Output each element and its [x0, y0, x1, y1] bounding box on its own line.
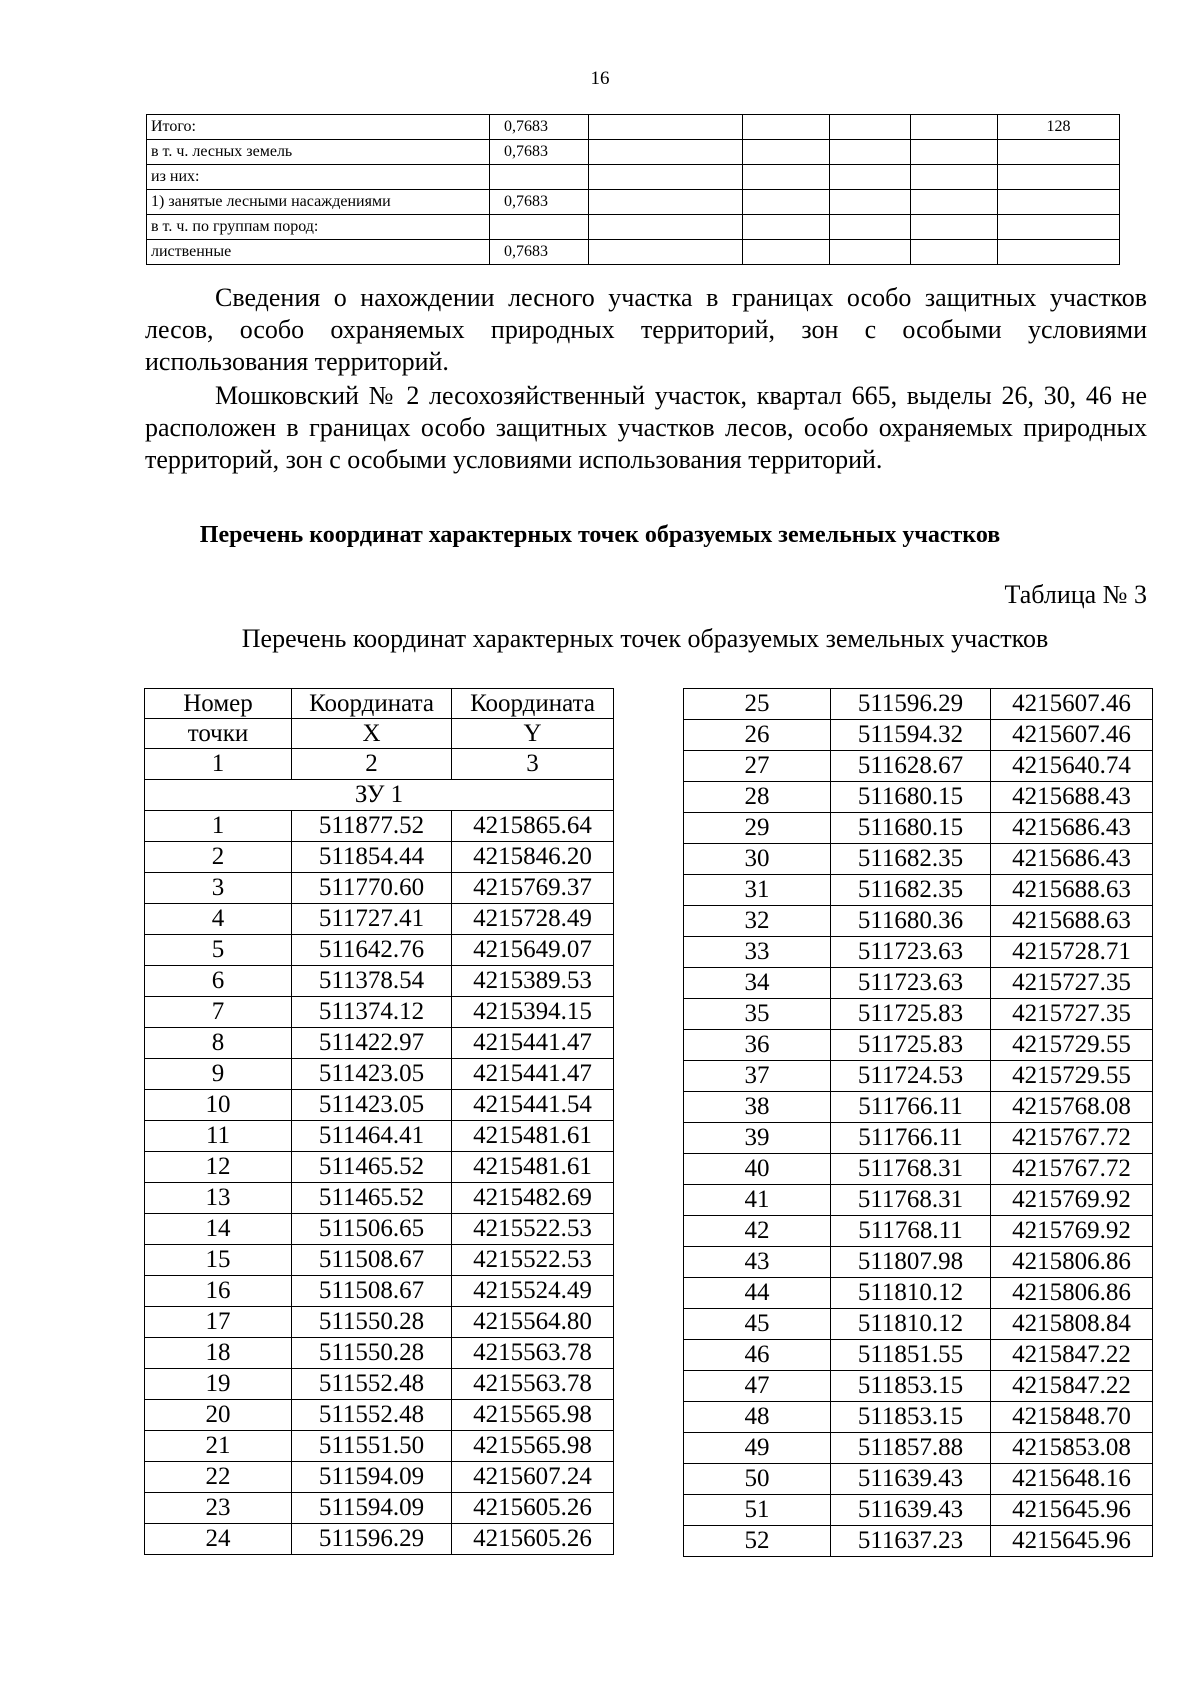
coordinate-row — [145, 1524, 614, 1555]
coord-x: 511550.28 — [292, 1338, 452, 1369]
coordinate-row — [684, 1278, 1153, 1309]
coordinate-row — [145, 1338, 614, 1369]
summary-row — [147, 165, 1120, 190]
coordinate-row — [684, 1309, 1153, 1340]
numbering-row — [145, 749, 614, 780]
coord-x: 511851.55 — [831, 1340, 991, 1371]
summary-last-value — [998, 215, 1120, 240]
summary-empty-cell — [830, 165, 911, 190]
coordinate-row — [145, 1214, 614, 1245]
coordinate-row — [684, 1061, 1153, 1092]
point-number: 38 — [684, 1092, 831, 1123]
coord-x: 511725.83 — [831, 999, 991, 1030]
coordinate-row — [684, 1154, 1153, 1185]
coord-x: 511639.43 — [831, 1464, 991, 1495]
summary-row — [147, 190, 1120, 215]
coord-y: 4215441.47 — [452, 1028, 614, 1059]
summary-empty-cell — [589, 140, 743, 165]
coord-x: 511768.31 — [831, 1185, 991, 1216]
coord-y: 4215649.07 — [452, 935, 614, 966]
coordinate-row — [684, 1185, 1153, 1216]
point-number: 36 — [684, 1030, 831, 1061]
point-number: 42 — [684, 1216, 831, 1247]
coord-x: 511854.44 — [292, 842, 452, 873]
coord-y: 4215727.35 — [991, 999, 1153, 1030]
coordinate-row — [145, 1369, 614, 1400]
point-number: 4 — [145, 904, 292, 935]
coord-x: 511508.67 — [292, 1276, 452, 1307]
summary-empty-cell — [830, 190, 911, 215]
point-number: 32 — [684, 906, 831, 937]
point-number: 49 — [684, 1433, 831, 1464]
coordinate-row — [145, 1028, 614, 1059]
coordinate-row — [145, 904, 614, 935]
point-number: 15 — [145, 1245, 292, 1276]
point-number: 27 — [684, 751, 831, 782]
summary-last-value — [998, 240, 1120, 265]
point-number: 14 — [145, 1214, 292, 1245]
summary-empty-cell — [743, 190, 830, 215]
coord-y: 4215686.43 — [991, 844, 1153, 875]
coord-x: 511682.35 — [831, 875, 991, 906]
coord-y: 4215394.15 — [452, 997, 614, 1028]
point-number: 45 — [684, 1309, 831, 1340]
coordinate-row — [684, 689, 1153, 720]
summary-empty-cell — [911, 215, 998, 240]
coordinate-row — [145, 1059, 614, 1090]
point-number: 25 — [684, 689, 831, 720]
coord-y: 4215865.64 — [452, 811, 614, 842]
point-number: 5 — [145, 935, 292, 966]
coord-y: 4215729.55 — [991, 1061, 1153, 1092]
coord-y: 4215564.80 — [452, 1307, 614, 1338]
point-number: 13 — [145, 1183, 292, 1214]
coordinate-row — [684, 875, 1153, 906]
coordinate-row — [684, 968, 1153, 999]
summary-area-value: 0,7683 — [490, 190, 589, 215]
coordinate-row — [684, 937, 1153, 968]
coordinate-row — [145, 1307, 614, 1338]
summary-empty-cell — [743, 140, 830, 165]
coordinate-row — [684, 906, 1153, 937]
table-number-label: Таблица № 3 — [1004, 580, 1147, 609]
coord-y: 4215607.46 — [991, 720, 1153, 751]
coordinate-row — [684, 751, 1153, 782]
point-number: 28 — [684, 782, 831, 813]
summary-empty-cell — [830, 140, 911, 165]
point-number: 2 — [145, 842, 292, 873]
coord-y: 4215769.37 — [452, 873, 614, 904]
coordinate-row — [145, 1245, 614, 1276]
summary-row — [147, 115, 1120, 140]
coordinate-row — [684, 999, 1153, 1030]
coord-x: 511465.52 — [292, 1152, 452, 1183]
coord-y: 4215441.47 — [452, 1059, 614, 1090]
header-coord-x-2: X — [292, 719, 452, 749]
section-heading: Перечень координат характерных точек образуемых земельных участков — [199, 522, 1001, 548]
coordinate-row — [145, 1431, 614, 1462]
coord-x: 511853.15 — [831, 1402, 991, 1433]
summary-label: из них: — [147, 165, 490, 190]
coord-x: 511378.54 — [292, 966, 452, 997]
coordinate-row — [145, 1183, 614, 1214]
coord-y: 4215847.22 — [991, 1371, 1153, 1402]
numbering-cell: 3 — [452, 749, 614, 780]
coord-x: 511637.23 — [831, 1526, 991, 1557]
point-number: 11 — [145, 1121, 292, 1152]
coord-x: 511552.48 — [292, 1369, 452, 1400]
paragraph-protected-areas — [145, 282, 1147, 378]
summary-label: Итого: — [147, 115, 490, 140]
coord-y: 4215605.26 — [452, 1524, 614, 1555]
coord-y: 4215563.78 — [452, 1338, 614, 1369]
summary-empty-cell — [830, 115, 911, 140]
point-number: 21 — [145, 1431, 292, 1462]
coordinate-row — [145, 811, 614, 842]
coordinate-row — [145, 1090, 614, 1121]
coord-y: 4215728.49 — [452, 904, 614, 935]
summary-area-value: 0,7683 — [490, 140, 589, 165]
point-number: 7 — [145, 997, 292, 1028]
summary-empty-cell — [743, 240, 830, 265]
point-number: 39 — [684, 1123, 831, 1154]
coord-y: 4215848.70 — [991, 1402, 1153, 1433]
point-number: 19 — [145, 1369, 292, 1400]
coord-x: 511857.88 — [831, 1433, 991, 1464]
coord-y: 4215808.84 — [991, 1309, 1153, 1340]
coord-y: 4215688.63 — [991, 875, 1153, 906]
coord-x: 511768.31 — [831, 1154, 991, 1185]
point-number: 8 — [145, 1028, 292, 1059]
summary-area-value: 0,7683 — [490, 240, 589, 265]
paragraph-text: Мошковский № 2 лесохозяйственный участок, квартал 665, выделы 26, 30, 46 не расположен в границах особо защитных участков лесов, особо охраняемых природных территорий, зон с особыми условиями использования территорий. — [145, 381, 1147, 474]
summary-empty-cell — [589, 240, 743, 265]
coordinate-row — [145, 873, 614, 904]
coord-x: 511680.36 — [831, 906, 991, 937]
coord-x: 511422.97 — [292, 1028, 452, 1059]
coord-y: 4215769.92 — [991, 1185, 1153, 1216]
coord-y: 4215522.53 — [452, 1214, 614, 1245]
point-number: 52 — [684, 1526, 831, 1557]
numbering-cell: 2 — [292, 749, 452, 780]
summary-label: в т. ч. по группам пород: — [147, 215, 490, 240]
point-number: 50 — [684, 1464, 831, 1495]
header-row-2 — [145, 719, 614, 749]
coord-x: 511810.12 — [831, 1278, 991, 1309]
summary-empty-cell — [830, 240, 911, 265]
summary-area-value: 0,7683 — [490, 115, 589, 140]
coordinate-row — [145, 935, 614, 966]
coord-y: 4215522.53 — [452, 1245, 614, 1276]
summary-label: 1) занятые лесными насаждениями — [147, 190, 490, 215]
coord-x: 511810.12 — [831, 1309, 991, 1340]
header-coord-x: Координата — [292, 689, 452, 719]
table-caption: Перечень координат характерных точек образуемых земельных участков — [241, 624, 1049, 653]
summary-table — [146, 114, 1120, 265]
summary-row — [147, 215, 1120, 240]
coord-y: 4215607.24 — [452, 1462, 614, 1493]
coordinate-row — [684, 1092, 1153, 1123]
point-number: 48 — [684, 1402, 831, 1433]
coord-x: 511768.11 — [831, 1216, 991, 1247]
coord-x: 511550.28 — [292, 1307, 452, 1338]
coordinate-row — [684, 1123, 1153, 1154]
header-coord-y-2: Y — [452, 719, 614, 749]
coord-y: 4215688.43 — [991, 782, 1153, 813]
point-number: 18 — [145, 1338, 292, 1369]
coord-x: 511596.29 — [292, 1524, 452, 1555]
coord-y: 4215846.20 — [452, 842, 614, 873]
paragraph-location — [145, 380, 1147, 476]
coord-x: 511853.15 — [831, 1371, 991, 1402]
point-number: 31 — [684, 875, 831, 906]
coord-x: 511680.15 — [831, 782, 991, 813]
coordinate-row — [684, 1371, 1153, 1402]
coord-x: 511724.53 — [831, 1061, 991, 1092]
coord-x: 511723.63 — [831, 968, 991, 999]
coordinate-row — [145, 1276, 614, 1307]
coordinate-row — [684, 1433, 1153, 1464]
point-number: 26 — [684, 720, 831, 751]
point-number: 33 — [684, 937, 831, 968]
coordinate-row — [684, 1216, 1153, 1247]
point-number: 20 — [145, 1400, 292, 1431]
summary-last-value: 128 — [998, 115, 1120, 140]
coord-y: 4215853.08 — [991, 1433, 1153, 1464]
coord-y: 4215441.54 — [452, 1090, 614, 1121]
coordinate-row — [684, 782, 1153, 813]
coord-y: 4215847.22 — [991, 1340, 1153, 1371]
coord-y: 4215767.72 — [991, 1123, 1153, 1154]
coord-x: 511423.05 — [292, 1090, 452, 1121]
coordinate-row — [145, 1121, 614, 1152]
coord-x: 511508.67 — [292, 1245, 452, 1276]
summary-empty-cell — [830, 215, 911, 240]
coordinate-row — [684, 1526, 1153, 1557]
point-number: 1 — [145, 811, 292, 842]
coord-y: 4215645.96 — [991, 1526, 1153, 1557]
coordinate-row — [684, 844, 1153, 875]
coord-x: 511725.83 — [831, 1030, 991, 1061]
coord-x: 511465.52 — [292, 1183, 452, 1214]
coord-y: 4215481.61 — [452, 1152, 614, 1183]
coord-x: 511642.76 — [292, 935, 452, 966]
coordinate-row — [145, 1400, 614, 1431]
page-number: 16 — [590, 68, 610, 89]
coord-x: 511552.48 — [292, 1400, 452, 1431]
header-coord-y: Координата — [452, 689, 614, 719]
point-number: 29 — [684, 813, 831, 844]
coord-y: 4215769.92 — [991, 1216, 1153, 1247]
point-number: 44 — [684, 1278, 831, 1309]
coordinate-row — [145, 842, 614, 873]
summary-area-value — [490, 215, 589, 240]
summary-label: в т. ч. лесных земель — [147, 140, 490, 165]
summary-empty-cell — [743, 115, 830, 140]
coord-x: 511766.11 — [831, 1123, 991, 1154]
coordinate-row — [684, 720, 1153, 751]
coord-y: 4215768.08 — [991, 1092, 1153, 1123]
coord-y: 4215688.63 — [991, 906, 1153, 937]
group-row — [145, 780, 614, 811]
coord-x: 511594.09 — [292, 1462, 452, 1493]
coord-y: 4215563.78 — [452, 1369, 614, 1400]
point-number: 6 — [145, 966, 292, 997]
summary-empty-cell — [589, 165, 743, 190]
summary-last-value — [998, 140, 1120, 165]
summary-last-value — [998, 190, 1120, 215]
coordinate-row — [684, 1402, 1153, 1433]
summary-row — [147, 240, 1120, 265]
coord-y: 4215565.98 — [452, 1400, 614, 1431]
coordinate-row — [145, 1152, 614, 1183]
header-row — [145, 689, 614, 719]
point-number: 22 — [145, 1462, 292, 1493]
coord-x: 511464.41 — [292, 1121, 452, 1152]
summary-empty-cell — [589, 215, 743, 240]
point-number: 47 — [684, 1371, 831, 1402]
coord-x: 511766.11 — [831, 1092, 991, 1123]
coord-y: 4215767.72 — [991, 1154, 1153, 1185]
header-point-number: Номер — [145, 689, 292, 719]
coordinate-row — [684, 1464, 1153, 1495]
coordinates-table-left — [144, 688, 614, 1555]
coord-y: 4215605.26 — [452, 1493, 614, 1524]
point-number: 17 — [145, 1307, 292, 1338]
coord-y: 4215729.55 — [991, 1030, 1153, 1061]
point-number: 34 — [684, 968, 831, 999]
summary-empty-cell — [743, 165, 830, 190]
paragraph-text: Сведения о нахождении лесного участка в границах особо защитных участков лесов, особо охраняемых природных территорий, зон с особыми условиями использования территорий. — [145, 283, 1147, 376]
coord-x: 511506.65 — [292, 1214, 452, 1245]
summary-area-value — [490, 165, 589, 190]
coord-y: 4215565.98 — [452, 1431, 614, 1462]
point-number: 41 — [684, 1185, 831, 1216]
coord-y: 4215727.35 — [991, 968, 1153, 999]
coord-y: 4215482.69 — [452, 1183, 614, 1214]
coordinate-row — [684, 813, 1153, 844]
summary-row — [147, 140, 1120, 165]
coord-x: 511727.41 — [292, 904, 452, 935]
point-number: 24 — [145, 1524, 292, 1555]
coord-x: 511551.50 — [292, 1431, 452, 1462]
summary-empty-cell — [589, 190, 743, 215]
coord-y: 4215686.43 — [991, 813, 1153, 844]
group-label: ЗУ 1 — [145, 780, 614, 811]
coord-x: 511682.35 — [831, 844, 991, 875]
summary-empty-cell — [911, 140, 998, 165]
point-number: 46 — [684, 1340, 831, 1371]
coord-y: 4215728.71 — [991, 937, 1153, 968]
coord-x: 511639.43 — [831, 1495, 991, 1526]
point-number: 30 — [684, 844, 831, 875]
coord-y: 4215481.61 — [452, 1121, 614, 1152]
coord-y: 4215645.96 — [991, 1495, 1153, 1526]
coord-y: 4215640.74 — [991, 751, 1153, 782]
numbering-cell: 1 — [145, 749, 292, 780]
summary-last-value — [998, 165, 1120, 190]
coord-y: 4215524.49 — [452, 1276, 614, 1307]
point-number: 9 — [145, 1059, 292, 1090]
coordinate-row — [145, 1462, 614, 1493]
coordinate-row — [145, 997, 614, 1028]
coord-x: 511374.12 — [292, 997, 452, 1028]
coord-x: 511594.09 — [292, 1493, 452, 1524]
coord-x: 511770.60 — [292, 873, 452, 904]
point-number: 40 — [684, 1154, 831, 1185]
coord-y: 4215648.16 — [991, 1464, 1153, 1495]
summary-empty-cell — [911, 240, 998, 265]
point-number: 43 — [684, 1247, 831, 1278]
summary-empty-cell — [743, 215, 830, 240]
coord-y: 4215607.46 — [991, 689, 1153, 720]
coordinate-row — [684, 1340, 1153, 1371]
coord-x: 511680.15 — [831, 813, 991, 844]
coordinates-table-right — [683, 688, 1153, 1557]
coord-x: 511628.67 — [831, 751, 991, 782]
summary-empty-cell — [589, 115, 743, 140]
coord-x: 511877.52 — [292, 811, 452, 842]
summary-empty-cell — [911, 115, 998, 140]
point-number: 12 — [145, 1152, 292, 1183]
coordinate-row — [145, 1493, 614, 1524]
point-number: 51 — [684, 1495, 831, 1526]
summary-empty-cell — [911, 190, 998, 215]
coordinate-row — [684, 1247, 1153, 1278]
point-number: 16 — [145, 1276, 292, 1307]
coord-x: 511594.32 — [831, 720, 991, 751]
point-number: 23 — [145, 1493, 292, 1524]
coord-x: 511807.98 — [831, 1247, 991, 1278]
point-number: 3 — [145, 873, 292, 904]
point-number: 35 — [684, 999, 831, 1030]
coord-y: 4215806.86 — [991, 1278, 1153, 1309]
coord-y: 4215389.53 — [452, 966, 614, 997]
point-number: 10 — [145, 1090, 292, 1121]
coord-x: 511723.63 — [831, 937, 991, 968]
coord-x: 511596.29 — [831, 689, 991, 720]
coordinate-row — [145, 966, 614, 997]
summary-label: лиственные — [147, 240, 490, 265]
coord-y: 4215806.86 — [991, 1247, 1153, 1278]
coordinate-row — [684, 1030, 1153, 1061]
header-point-number-2: точки — [145, 719, 292, 749]
point-number: 37 — [684, 1061, 831, 1092]
summary-empty-cell — [911, 165, 998, 190]
coordinate-row — [684, 1495, 1153, 1526]
coord-x: 511423.05 — [292, 1059, 452, 1090]
